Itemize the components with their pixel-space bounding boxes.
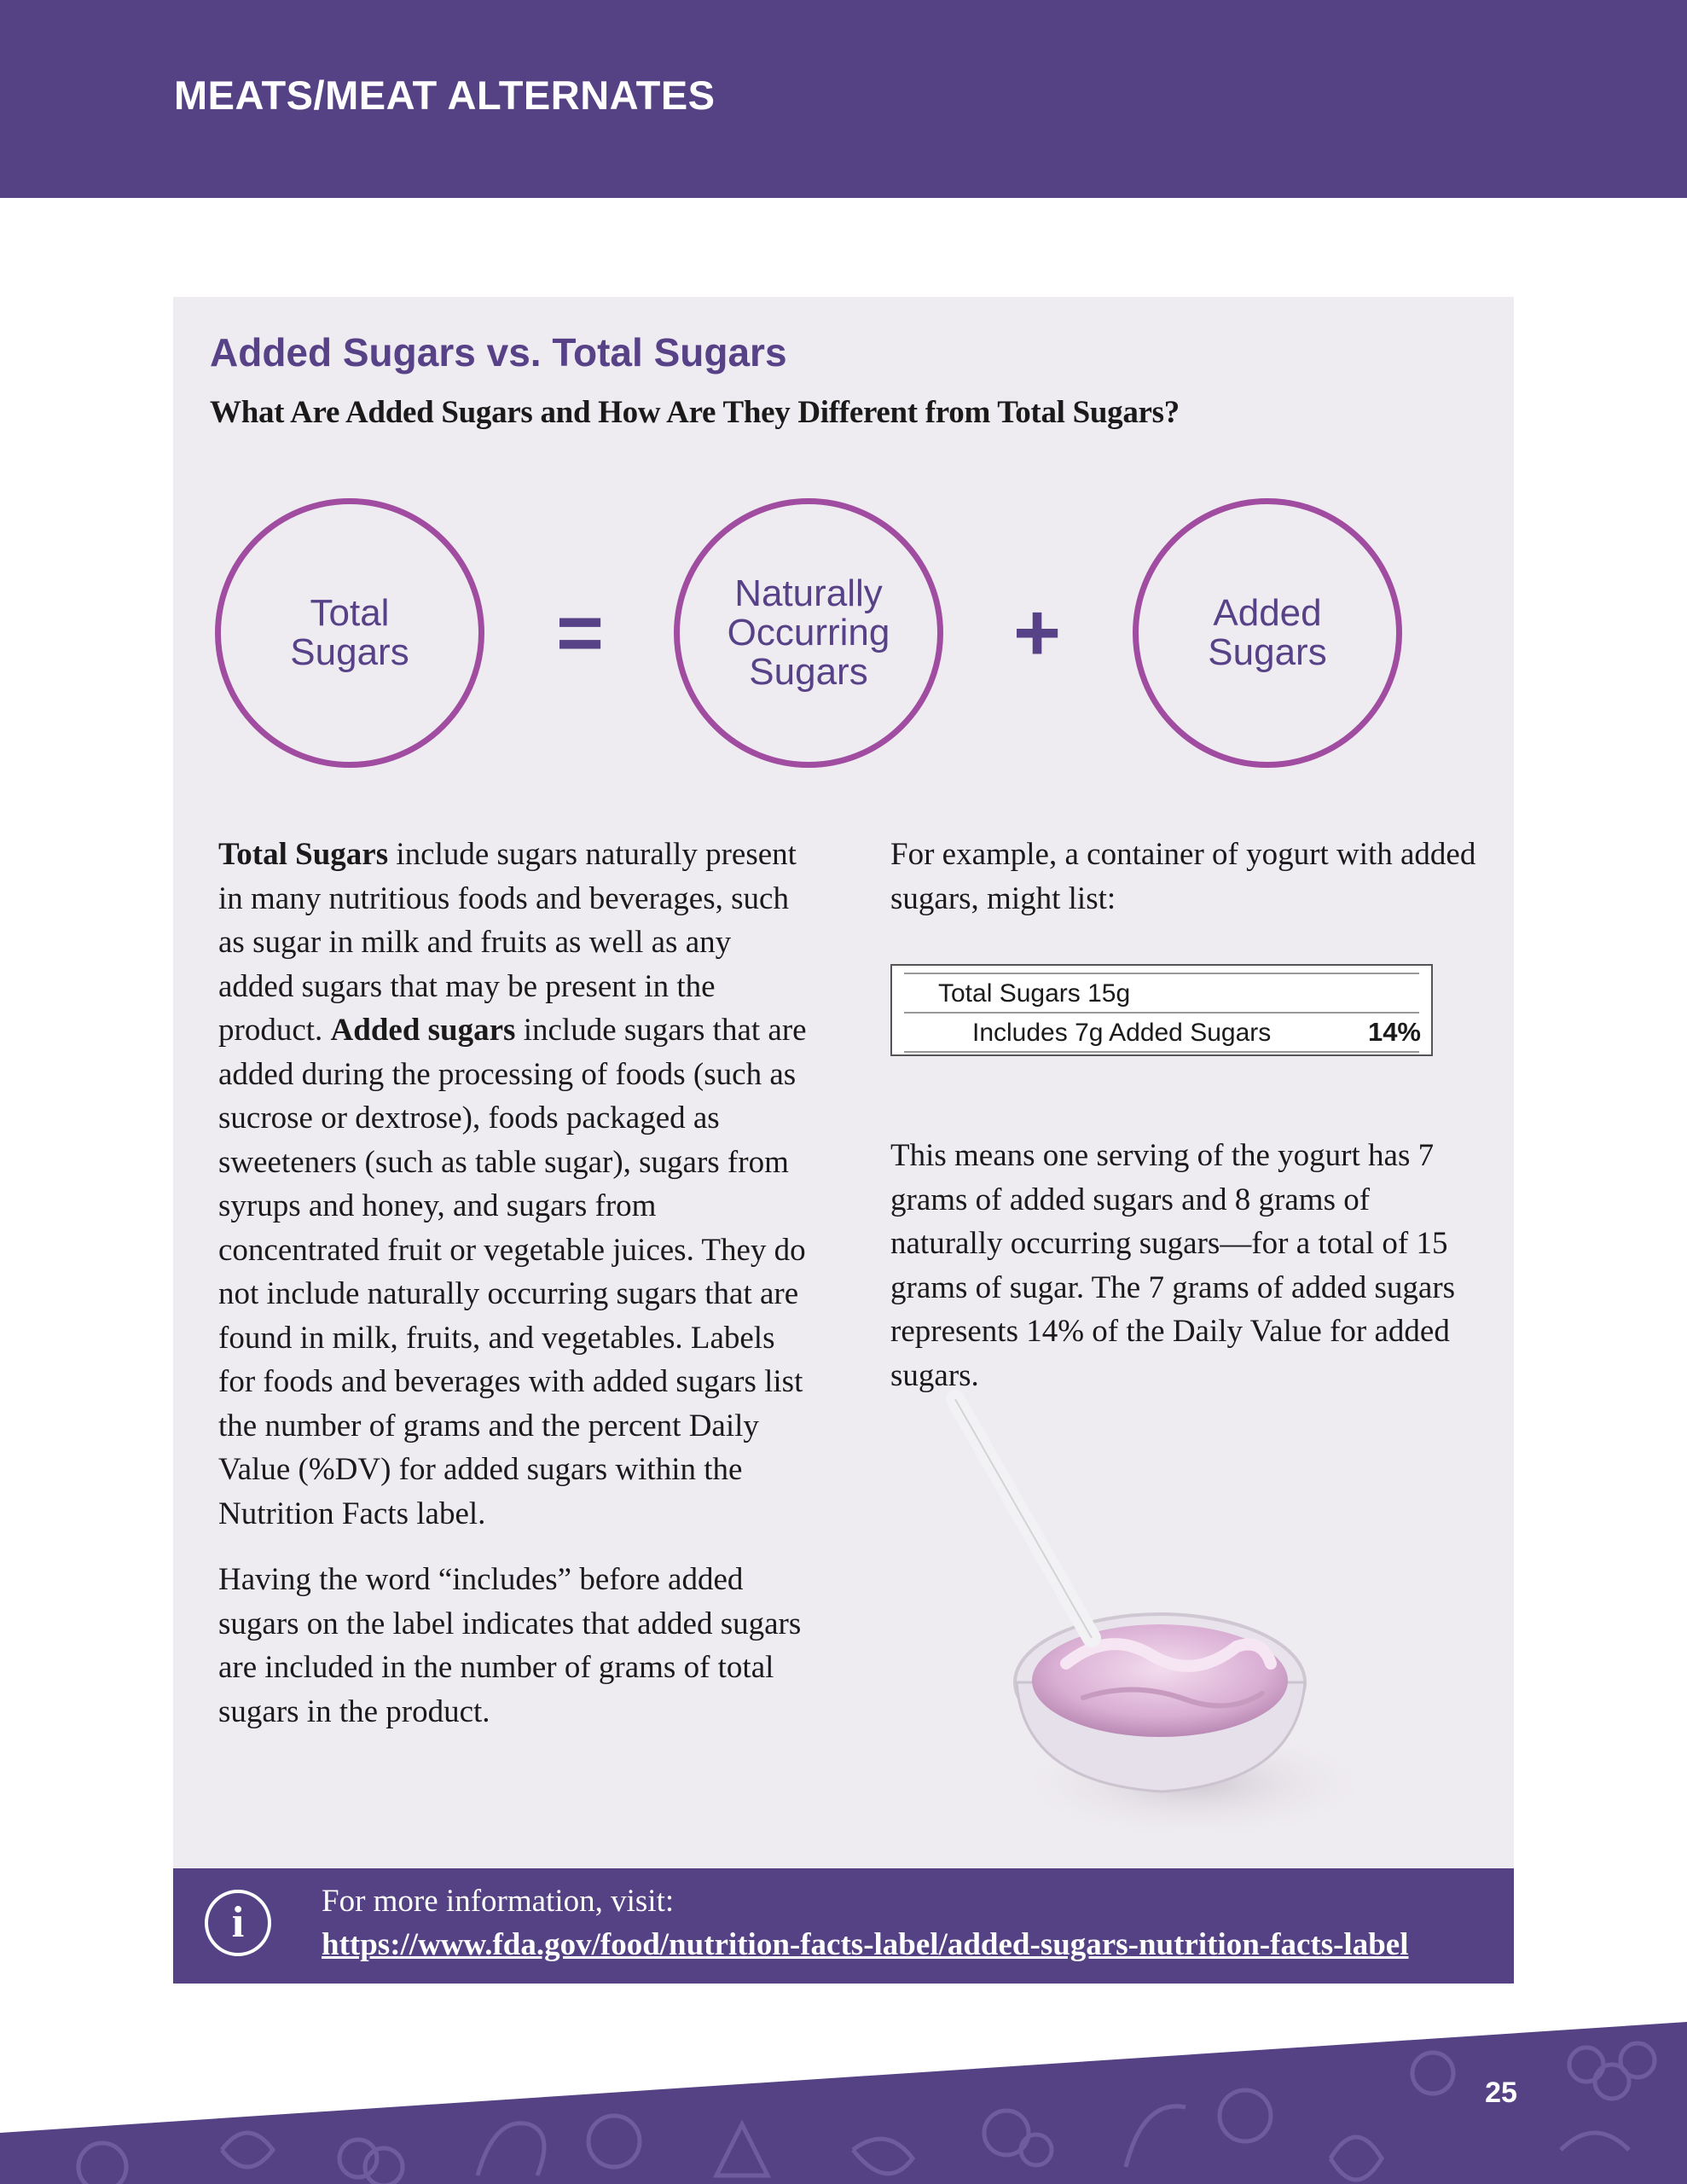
- panel-subtitle: What Are Added Sugars and How Are They Different from Total Sugars?: [210, 395, 1180, 430]
- footer-produce-pattern: [0, 2022, 1687, 2184]
- fda-link[interactable]: https://www.fda.gov/food/nutrition-facts-label/added-sugars-nutrition-facts-label: [322, 1927, 1409, 1962]
- plus-sign: +: [1012, 587, 1062, 678]
- label-middle-rule: [904, 1012, 1419, 1014]
- label-top-rule: [904, 973, 1419, 974]
- total-sugars-label: Total Sugars: [290, 592, 409, 673]
- section-title: MEATS/MEAT ALTERNATES: [174, 73, 716, 118]
- page-number: 25: [1485, 2077, 1517, 2109]
- added-sugars-label: Added Sugars: [1208, 592, 1327, 673]
- info-text: For more information, visit:: [322, 1884, 675, 1919]
- right-column-intro: [890, 833, 1479, 921]
- added-sugars-term: Added sugars: [330, 1013, 516, 1048]
- includes-paragraph: Having the word “includes” before added sugars on the label indicates that added sugars are included in the number of grams of total sugars in the product.: [218, 1562, 802, 1729]
- label-added-sugars: Includes 7g Added Sugars: [972, 1019, 1272, 1047]
- nutrition-label-excerpt: [890, 964, 1433, 1056]
- added-sugars-circle: [1133, 498, 1402, 768]
- equals-sign: =: [555, 587, 605, 678]
- naturally-occurring-sugars-label: Naturally Occurring Sugars: [727, 572, 890, 693]
- label-total-sugars: Total Sugars 15g: [938, 979, 1131, 1008]
- example-explanation: This means one serving of the yogurt has 7 grams of added sugars and 8 grams of naturally occurring sugars—for a total of 15 grams of sugar. The 7 grams of added sugars represents 14% of the Daily Value for added sugars.: [890, 1138, 1456, 1393]
- info-icon: i: [205, 1890, 271, 1956]
- total-sugars-term: Total Sugars: [218, 837, 389, 872]
- left-column: [218, 833, 807, 1734]
- label-percent-dv: 14%: [1367, 1017, 1421, 1047]
- yogurt-bowl-illustration: [938, 1382, 1416, 1860]
- definition-text-2: include sugars that are added during the processing of foods (such as sucrose or dextrose), foods packaged as sweeteners (such as table sugar), sugars from syrups and honey, and sugars from concentrated fruit or vegetable juices. They do not include naturally occurring sugars that are found in milk, fruits, and vegetables. Labels for foods and beverages with added sugars list the number of grams and the percent Daily Value (%DV) for added sugars within the Nutrition Facts label.: [218, 1013, 807, 1531]
- label-bottom-rule: [904, 1051, 1419, 1053]
- panel-title: Added Sugars vs. Total Sugars: [210, 330, 787, 375]
- total-sugars-circle: [215, 498, 484, 768]
- definition-text-1: include sugars naturally present in many nutritious foods and beverages, such as sugar in milk and fruits as well as any added sugars that may be present in the product.: [218, 837, 797, 1048]
- example-intro: For example, a container of yogurt with added sugars, might list:: [890, 837, 1476, 916]
- right-column-explanation: [890, 1102, 1479, 1429]
- naturally-occurring-sugars-circle: [674, 498, 943, 768]
- definition-paragraph: [218, 833, 807, 1536]
